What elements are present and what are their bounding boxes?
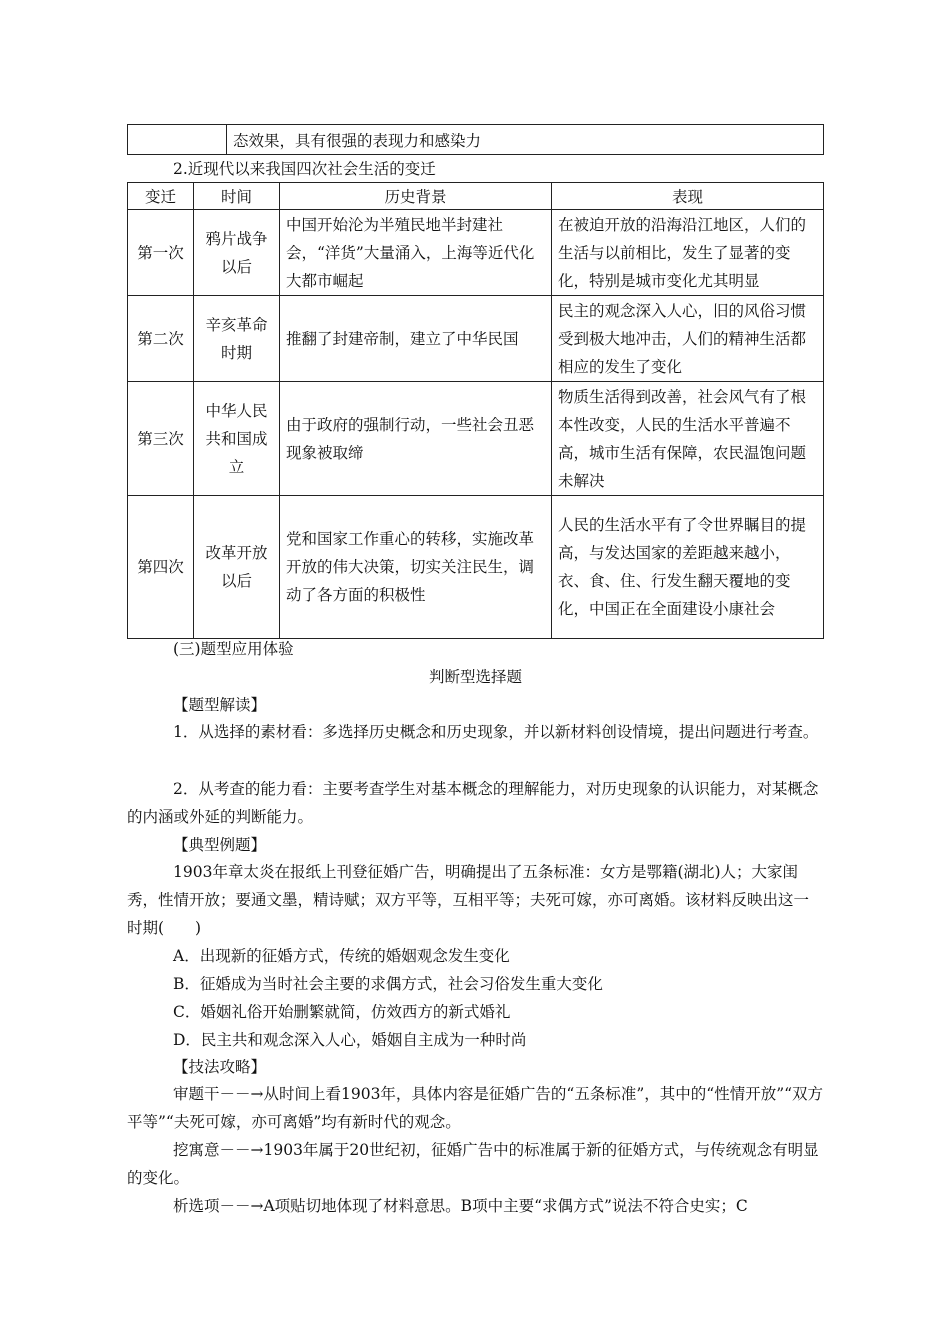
heading-interpret: 【题型解读】 xyxy=(173,696,267,714)
heading-example: 【典型例题】 xyxy=(173,836,267,854)
section-title: (三)题型应用体验 xyxy=(173,640,294,658)
header-change: 变迁 xyxy=(128,183,194,210)
cell-time: 鸦片战争以后 xyxy=(194,210,280,296)
paragraph: 审题干－－→从时间上看1903年，具体内容是征婚广告的“五条标准”，其中的“性情开放”“双方平等”“夫死可嫁，亦可离婚”均有新时代的观念。 xyxy=(127,1085,824,1131)
option-b: B．征婚成为当时社会主要的求偶方式，社会习俗发生重大变化 xyxy=(173,975,603,993)
empty-cell xyxy=(128,125,227,155)
cell-performance: 物质生活得到改善，社会风气有了根本性改变，人民的生活水平普遍不高，城市生活有保障，农民温饱问题未解决 xyxy=(552,382,824,496)
cell-performance: 人民的生活水平有了令世界瞩目的提高，与发达国家的差距越来越小，衣、食、住、行发生翻天覆地的变化，中国正在全面建设小康社会 xyxy=(552,496,824,639)
continuation-table xyxy=(127,124,824,155)
option-c: C．婚姻礼俗开始删繁就简，仿效西方的新式婚礼 xyxy=(173,1003,511,1021)
paragraph: 析选项－－→A项贴切地体现了材料意思。B项中主要“求偶方式”说法不符合史实；C xyxy=(173,1197,748,1215)
option-a: A．出现新的征婚方式，传统的婚姻观念发生变化 xyxy=(173,947,510,965)
header-time: 时间 xyxy=(194,183,280,210)
cell-background: 推翻了封建帝制，建立了中华民国 xyxy=(280,296,552,382)
cell-change: 第二次 xyxy=(128,296,194,382)
option-d: D．民主共和观念深入人心，婚姻自主成为一种时尚 xyxy=(173,1031,527,1049)
cell-time: 改革开放以后 xyxy=(194,496,280,639)
cell-background: 由于政府的强制行动，一些社会丑恶现象被取缔 xyxy=(280,382,552,496)
social-change-table xyxy=(127,182,824,639)
paragraph: 1．从选择的素材看：多选择历史概念和历史现象，并以新材料创设情境，提出问题进行考查。 xyxy=(173,723,819,741)
cell-performance: 民主的观念深入人心，旧的风俗习惯受到极大地冲击，人们的精神生活都相应的发生了变化 xyxy=(552,296,824,382)
cell-time: 辛亥革命时期 xyxy=(194,296,280,382)
table-header-row xyxy=(128,183,824,210)
table-row xyxy=(128,382,824,496)
continuation-cell: 态效果，具有很强的表现力和感染力 xyxy=(227,125,824,155)
section-title: 2.近现代以来我国四次社会生活的变迁 xyxy=(173,160,436,178)
cell-change: 第四次 xyxy=(128,496,194,639)
paragraph: 挖寓意－－→1903年属于20世纪初，征婚广告中的标准属于新的征婚方式，与传统观念有明显的变化。 xyxy=(127,1141,819,1187)
cell-performance: 在被迫开放的沿海沿江地区，人们的生活与以前相比，发生了显著的变化，特别是城市变化尤其明显 xyxy=(552,210,824,296)
paragraph: 2．从考查的能力看：主要考查学生对基本概念的理解能力，对历史现象的认识能力，对某概念的内涵或外延的判断能力。 xyxy=(127,780,819,826)
center-title: 判断型选择题 xyxy=(428,668,522,686)
cell-background: 党和国家工作重心的转移，实施改革开放的伟大决策，切实关注民生，调动了各方面的积极性 xyxy=(280,496,552,639)
table-row xyxy=(128,210,824,296)
header-performance: 表现 xyxy=(552,183,824,210)
cell-background: 中国开始沦为半殖民地半封建社会，“洋货”大量涌入，上海等近代化大都市崛起 xyxy=(280,210,552,296)
cell-change: 第三次 xyxy=(128,382,194,496)
table-row xyxy=(128,496,824,639)
header-background: 历史背景 xyxy=(280,183,552,210)
cell-change: 第一次 xyxy=(128,210,194,296)
table-row xyxy=(128,296,824,382)
heading-strategy: 【技法攻略】 xyxy=(173,1058,267,1076)
cell-time: 中华人民共和国成立 xyxy=(194,382,280,496)
example-question: 1903年章太炎在报纸上刊登征婚广告，明确提出了五条标准：女方是鄂籍(湖北)人；大家闺秀，性情开放；要通文墨，精诗赋；双方平等，互相平等；夫死可嫁，亦可离婚。该材料反映出这一时期( ) xyxy=(127,863,810,937)
